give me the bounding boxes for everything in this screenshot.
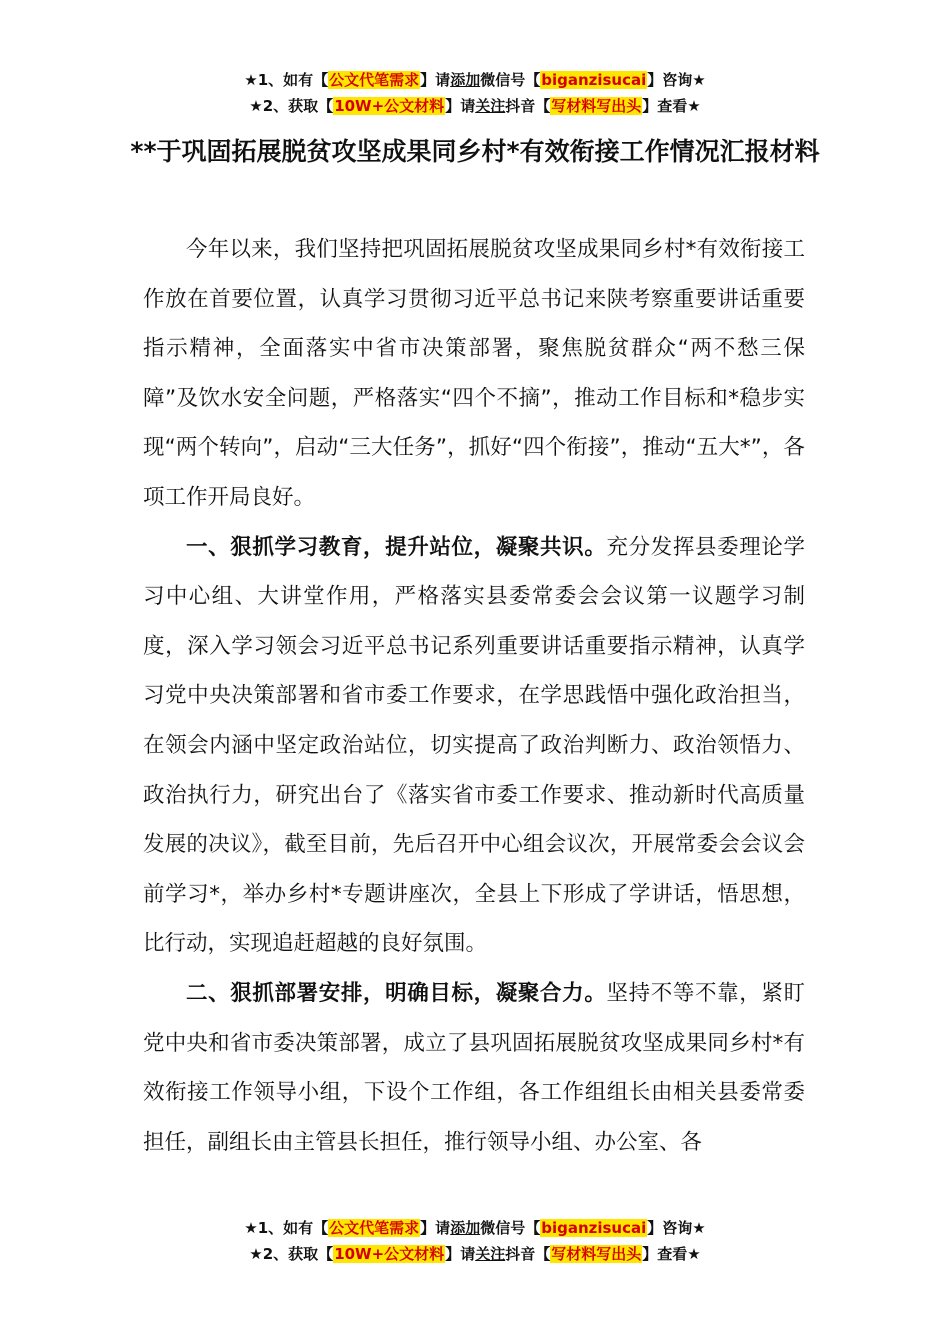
header-banner — [0, 67, 950, 119]
underlined-add: 添加 — [450, 71, 481, 89]
banner-text: 1、如有【 — [257, 1219, 329, 1237]
banner-text: 】请 — [420, 1219, 451, 1237]
banner-text: 微信号【 — [480, 71, 541, 89]
banner-text: 2、获取【 — [262, 97, 334, 115]
banner-line-2 — [0, 1241, 950, 1267]
highlight-wechat-id: biganzisucai — [541, 71, 647, 89]
highlight-materials: 10W+公文材料 — [334, 1245, 445, 1263]
banner-text: 】查看★ — [642, 1245, 701, 1263]
banner-text: 1、如有【 — [257, 71, 329, 89]
star-icon: ★ — [244, 71, 258, 89]
paragraph-intro — [143, 225, 805, 523]
banner-text: 】请 — [445, 1245, 476, 1263]
star-icon: ★ — [249, 97, 263, 115]
banner-text: 】咨询★ — [647, 1219, 706, 1237]
document-body — [143, 225, 805, 1167]
paragraph-lead: 一、狠抓学习教育，提升站位，凝聚共识。 — [186, 534, 607, 560]
paragraph-section-2 — [143, 969, 805, 1167]
paragraph-section-1 — [143, 523, 805, 969]
paragraph-text: 充分发挥县委理论学习中心组、大讲堂作用，严格落实县委常委会会议第一议题学习制度，深入学习领会习近平总书记系列重要讲话重要指示精神，认真学习党中央决策部署和省市委工作要求，在学思践悟中强化政治担当，在领会内涵中坚定政治站位，切实提高了政治判断力、政治领悟力、政治执行力，研究出台了《落实省市委工作要求、推动新时代高质量发展的决议》，截至目前，先后召开中心组会议次，开展常委会会议会前学习*，举办乡村*专题讲座次，全县上下形成了学讲话，悟思想，比行动，实现追赶超越的良好氛围。 — [143, 534, 805, 957]
banner-line-2 — [0, 93, 950, 119]
banner-text: 2、获取【 — [262, 1245, 334, 1263]
banner-text: 】咨询★ — [647, 71, 706, 89]
paragraph-text: 今年以来，我们坚持把巩固拓展脱贫攻坚成果同乡村*有效衔接工作放在首要位置，认真学习贯彻习近平总书记来陕考察重要讲话重要指示精神，全面落实中省市决策部署，聚焦脱贫群众“两不愁三保障”及饮水安全问题，严格落实“四个不摘”，推动工作目标和*稳步实现“两个转向”，启动“三大任务”，抓好“四个衔接”，推动“五大*”，各项工作开局良好。 — [143, 237, 805, 510]
banner-text: 】请 — [445, 97, 476, 115]
highlight-douyin: 写材料写出头 — [551, 1245, 642, 1263]
document-title: **于巩固拓展脱贫攻坚成果同乡村*有效衔接工作情况汇报材料 — [130, 137, 820, 166]
banner-text: 】请 — [420, 71, 451, 89]
star-icon: ★ — [249, 1245, 263, 1263]
paragraph-lead: 二、狠抓部署安排，明确目标，凝聚合力。 — [186, 980, 607, 1006]
banner-line-1 — [0, 67, 950, 93]
banner-text: 抖音【 — [505, 1245, 551, 1263]
highlight-materials: 10W+公文材料 — [334, 97, 445, 115]
underlined-follow: 关注 — [475, 97, 506, 115]
banner-text: 抖音【 — [505, 97, 551, 115]
star-icon: ★ — [244, 1219, 258, 1237]
footer-banner — [0, 1215, 950, 1267]
highlight-service: 公文代笔需求 — [329, 71, 420, 89]
paragraph-text: 坚持不等不靠，紧盯党中央和省市委决策部署，成立了县巩固拓展脱贫攻坚成果同乡村*有效衔接工作领导小组，下设个工作组，各工作组组长由相关县委常委担任，副组长由主管县长担任，推行领导小组、办公室、各 — [143, 980, 805, 1155]
underlined-follow: 关注 — [475, 1245, 506, 1263]
banner-text: 微信号【 — [480, 1219, 541, 1237]
highlight-wechat-id: biganzisucai — [541, 1219, 647, 1237]
highlight-douyin: 写材料写出头 — [551, 97, 642, 115]
highlight-service: 公文代笔需求 — [329, 1219, 420, 1237]
banner-text: 】查看★ — [642, 97, 701, 115]
underlined-add: 添加 — [450, 1219, 481, 1237]
banner-line-1 — [0, 1215, 950, 1241]
